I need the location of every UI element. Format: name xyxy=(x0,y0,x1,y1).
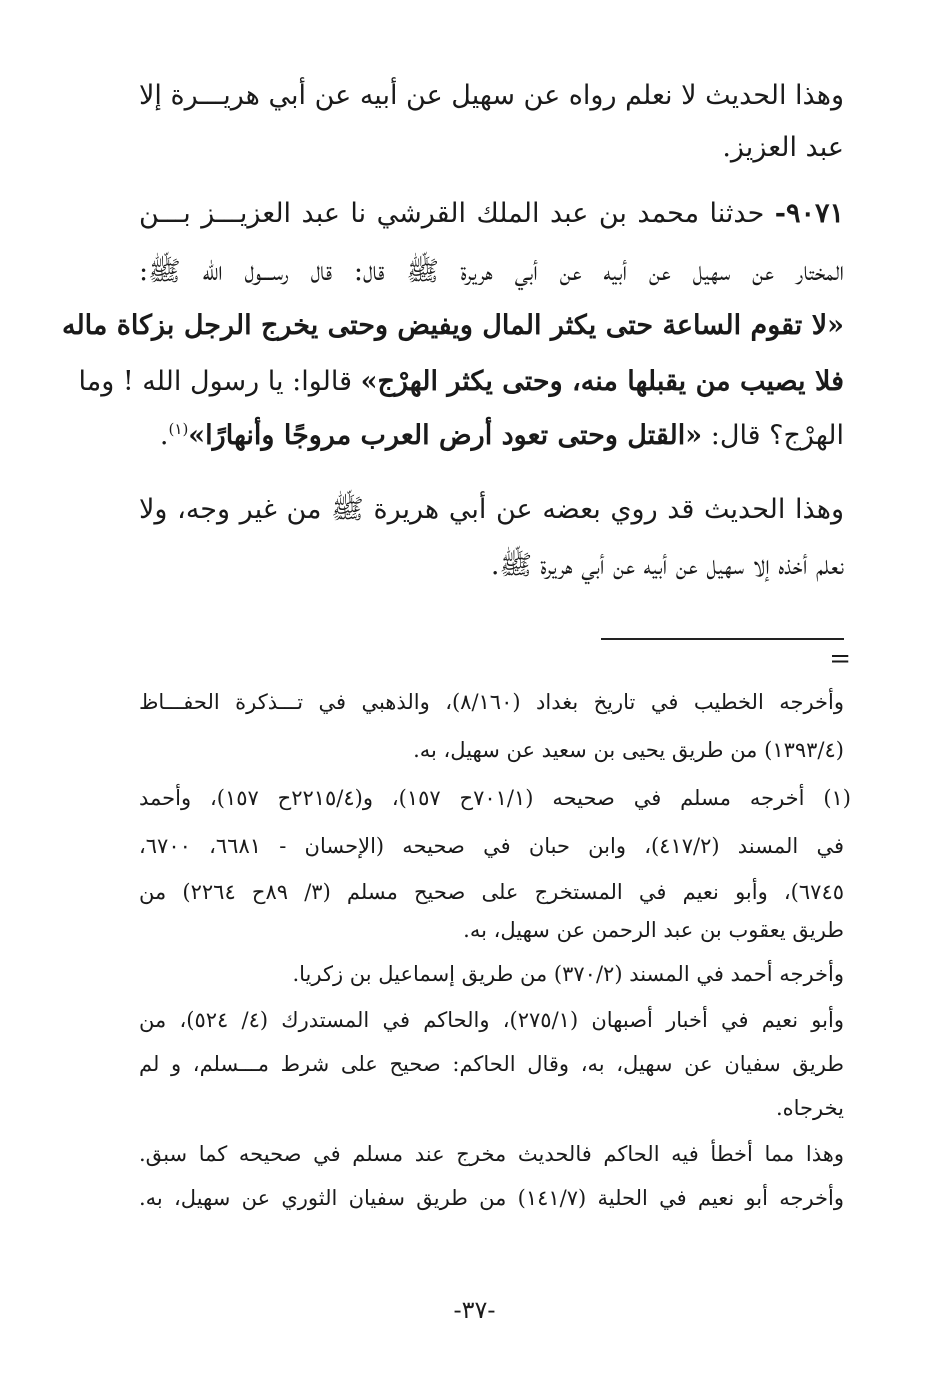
hadith-matn: «القتل وحتى تعود أرض العرب مروجًا وأنهارًا» xyxy=(188,420,703,451)
hadith-line: المختار عن سهيل عن أبيه عن أبي هريرة ﷺ قال: قال رســـول الله ﷺ: xyxy=(139,256,844,287)
hadith-line xyxy=(160,420,844,451)
footnote-line: وهذا مما أخطأ فيه الحاكم فالحديث مخرج عند مسلم في صحيحه كما سبق. xyxy=(139,1142,844,1166)
footnote-line: ٦٧٤٥)، وأبو نعيم في المستخرج على صحيح مسلم (٣/ ٨٩ح ٢٢٦٤) من xyxy=(139,880,845,904)
footnote-line: وأخرجه أحمد في المسند (٣٧٠/٢) من طريق إسماعيل بن زكريا. xyxy=(292,962,844,986)
footnote-ref: (١) xyxy=(168,420,189,438)
footnote-line: (١) أخرجه مسلم في صحيحه (٧٠١/١ح ١٥٧)، و(٢٢١٥/٤ح ١٥٧)، وأحمد xyxy=(139,786,851,810)
footnote-line: وأبو نعيم في أخبار أصبهان (٢٧٥/١)، والحاكم في المستدرك (٤/ ٥٢٤)، من xyxy=(139,1008,844,1032)
page-number: -٣٧- xyxy=(453,1296,496,1324)
footnote-line: في المسند (٤١٧/٢)، وابن حبان في صحيحه (الإحسان - ٦٦٨١، ٦٧٠٠، xyxy=(139,834,845,858)
hadith-line xyxy=(139,198,844,229)
footnote-line: طريق يعقوب بن عبد الرحمن عن سهيل، به. xyxy=(463,918,844,942)
hadith-text: الهرْج؟ قال: xyxy=(702,420,844,451)
footnote-line: يخرجاه. xyxy=(775,1096,844,1120)
hadith-number: ٩٠٧١- xyxy=(774,198,844,229)
footnote-line: طريق سفيان عن سهيل، به، وقال الحاكم: صحيح على شرط مـــسلم، و لم xyxy=(139,1052,844,1076)
main-text-line: نعلم أخذه إلا سهيل عن أبيه عن أبي هريرة ﷺ. xyxy=(490,550,844,581)
footnote-line: وأخرجه الخطيب في تاريخ بغداد (٨/١٦٠)، والذهبي في تـــذكرة الحفـــاظ xyxy=(139,690,845,714)
main-text-line: وهذا الحديث قد روي بعضه عن أبي هريرة ﷺ من غير وجه، ولا xyxy=(139,494,844,525)
hadith-isnad: حدثنا محمد بن عبد الملك القرشي نا عبد العزيـــز بـــن xyxy=(139,198,765,229)
hadith-line xyxy=(78,366,844,397)
footnote-line: (١٣٩٣/٤) من طريق يحيى بن سعيد عن سهيل، به. xyxy=(413,738,844,762)
hadith-text: قالوا: يا رسول الله ! وما xyxy=(78,366,361,397)
hadith-matn-line: «لا تقوم الساعة حتى يكثر المال ويفيض وحتى يخرج الرجل بزكاة ماله xyxy=(61,310,844,341)
main-text-line: عبد العزيز. xyxy=(722,132,844,163)
footnote-continuation-mark: = xyxy=(829,644,851,674)
hadith-text: . xyxy=(159,420,169,451)
hadith-matn: فلا يصيب من يقبلها منه، وحتى يكثر الهرْج» xyxy=(360,366,844,397)
footnote-line: وأخرجه أبو نعيم في الحلية (١٤١/٧) من طريق سفيان الثوري عن سهيل، به. xyxy=(139,1186,844,1210)
main-text-line: وهذا الحديث لا نعلم رواه عن سهيل عن أبيه عن أبي هريـــرة إلا xyxy=(138,80,844,111)
footnote-separator xyxy=(601,638,844,640)
